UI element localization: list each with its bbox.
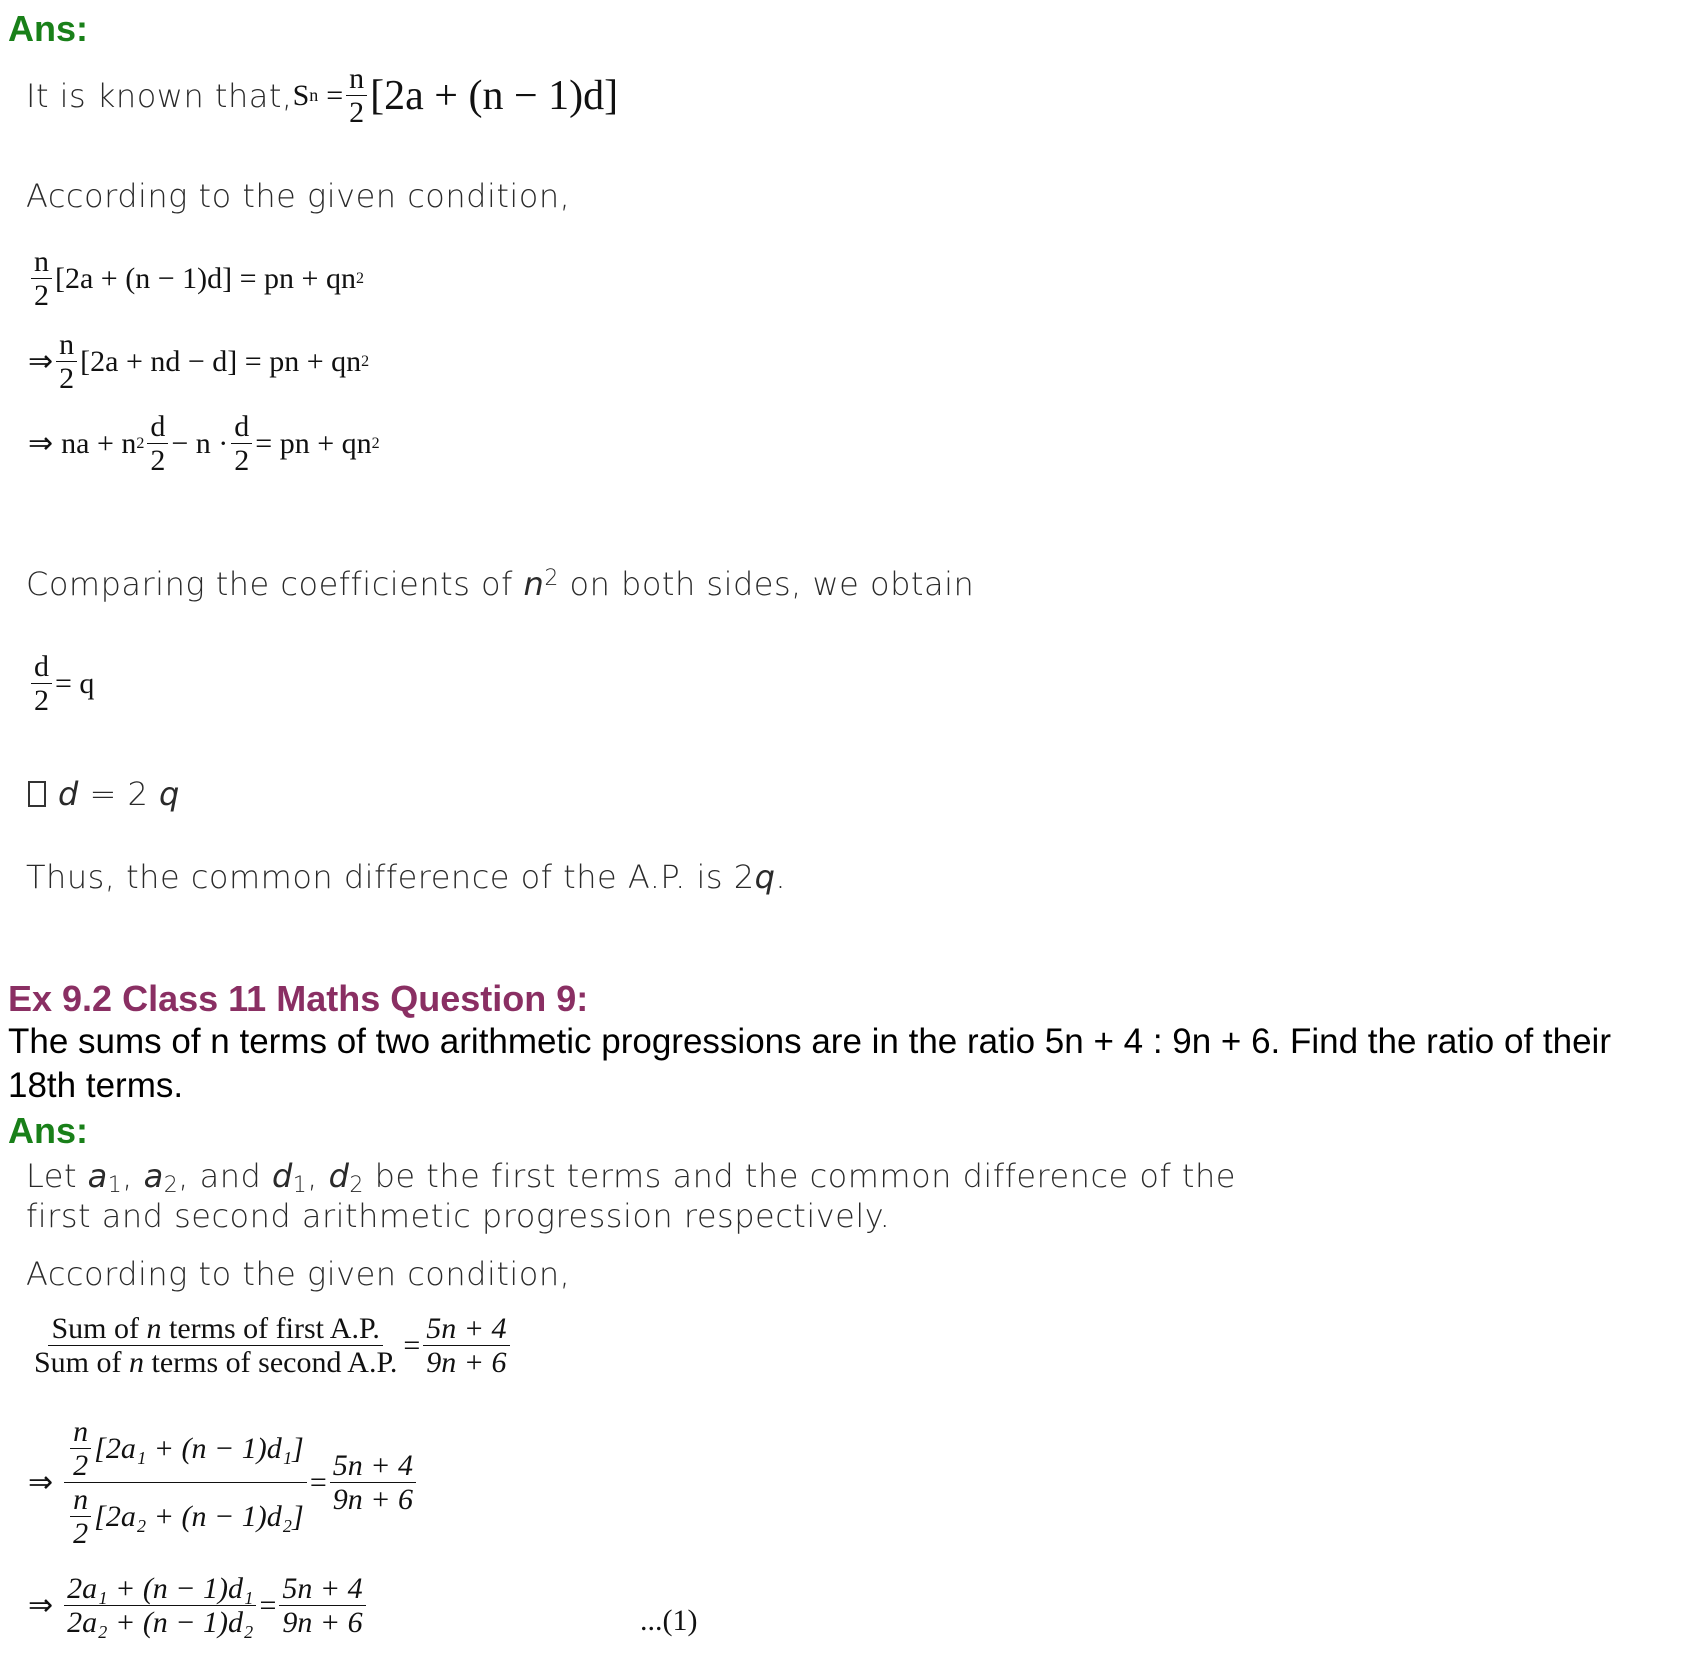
ans-label-2: Ans: xyxy=(8,1110,88,1151)
sn-formula-line xyxy=(26,62,618,129)
equation-c: ⇒ $\frac{\text{2a₁ + (n − 1)d₁}}{\text{2a₂ + (n − 1)d₂}}$ = $\frac{5n + 4}{9n + 6}$ xyxy=(28,1572,369,1639)
condition-text-2: According to the given condition, xyxy=(26,1255,571,1293)
equation-4: $\frac{d}{2}$ = q xyxy=(28,650,94,717)
let-line-1: Let a1, a2, and d1, d2 be the first terms and the common difference of the xyxy=(26,1157,1236,1198)
equation-tag: ...(1) xyxy=(640,1604,698,1637)
let-line-2: first and second arithmetic progression respectively. xyxy=(26,1197,891,1235)
equation-5: d = 2 q xyxy=(28,775,180,813)
equation-3: ⇒ na + n 2 $\frac{d}{2}$ − n · $\frac{d}{2}$ = pn + qn 2 xyxy=(28,410,380,477)
conclusion-text: Thus, the common difference of the A.P. is 2q. xyxy=(26,858,787,896)
therefore-box-icon xyxy=(28,781,46,807)
comparing-text: Comparing the coefficients of $n^2$ on both sides, we obtain xyxy=(26,565,975,603)
question-text: The sums of n terms of two arithmetic progressions are in the ratio 5n + 4 : 9n + 6. Find the ratio of their 18th terms. xyxy=(8,1022,1611,1105)
ratio-equation: $\frac{\text{Sum of n terms of first A.P.}}{\text{Sum of n terms of second A.P.}}$ = $\frac{5n + 4}{9n + 6}$ xyxy=(28,1312,513,1379)
condition-text: According to the given condition, xyxy=(26,177,571,215)
question-title: Ex 9.2 Class 11 Maths Question 9: xyxy=(8,978,589,1019)
equation-2: ⇒ $\frac{n}{2}$ [2a + nd − d] = pn + qn 2 xyxy=(28,328,370,395)
sn-formula: S n = $\frac{n}{2}$ [2a + (n − 1)d] xyxy=(292,62,619,129)
equation-1: $\frac{n}{2}$ [2a + (n − 1)d] = pn + qn 2 xyxy=(28,245,364,312)
intro-text: It is known that, xyxy=(26,76,293,115)
equation-b: ⇒ $\frac{n}{2}$ [2a₁ + (n − 1)d₁] $\frac{n}{2}$ [2a₂ + (n − 1)d₂] = $\frac{5n + 4}{9n + 6}$ xyxy=(28,1415,419,1550)
ans-label: Ans: xyxy=(8,8,88,49)
